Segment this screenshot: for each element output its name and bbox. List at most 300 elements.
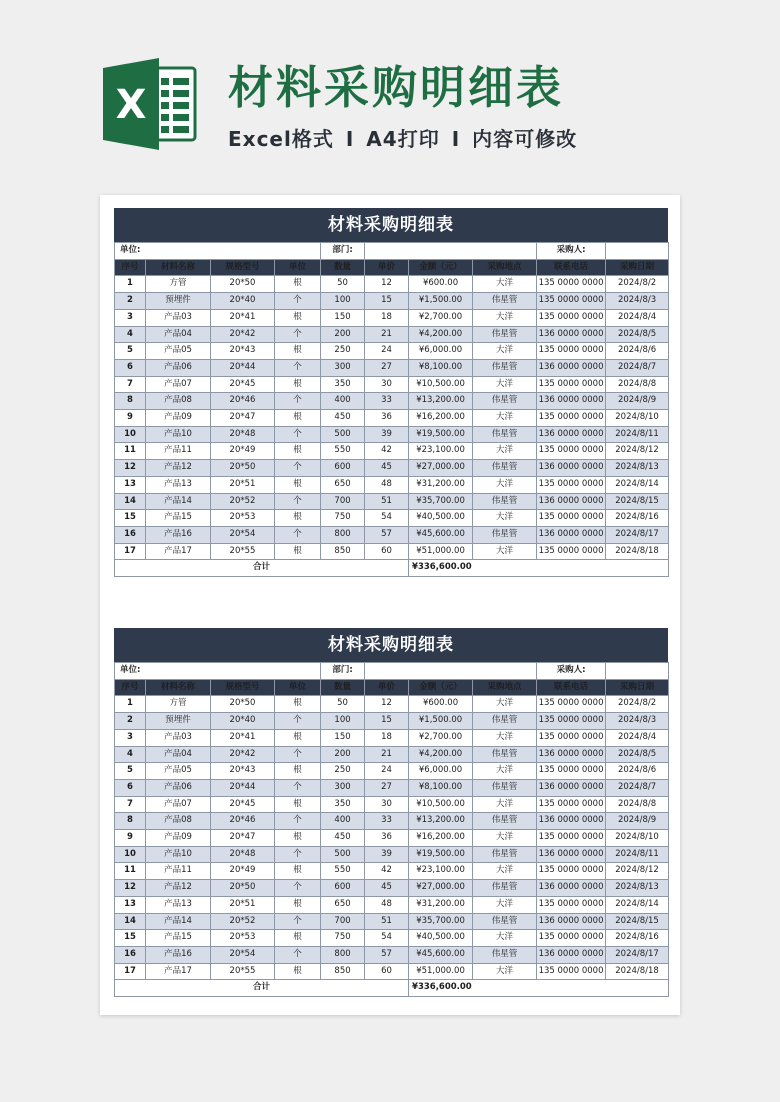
col-spec-cell[interactable]: 20*53 [211,930,275,947]
col-quantity-cell[interactable]: 850 [321,963,365,980]
col-material-name-cell[interactable]: 产品10 [146,426,211,443]
col-unit-price-cell[interactable]: 15 [365,713,409,730]
col-spec-cell[interactable]: 20*42 [211,746,275,763]
col-unit-cell[interactable]: 根 [275,510,321,527]
col-purchase-place-cell[interactable]: 大洋 [473,796,537,813]
col-quantity-cell[interactable]: 200 [321,326,365,343]
col-material-name-cell[interactable]: 产品17 [146,963,211,980]
col-unit-price-cell[interactable]: 36 [365,830,409,847]
col-quantity-cell[interactable]: 250 [321,763,365,780]
col-index-cell[interactable]: 15 [115,510,146,527]
col-purchase-place-cell[interactable]: 伟星管 [473,393,537,410]
col-purchase-place-cell[interactable]: 大洋 [473,543,537,560]
col-amount-cell[interactable]: ¥27,000.00 [409,880,473,897]
col-index-cell[interactable]: 13 [115,476,146,493]
col-quantity-cell[interactable]: 450 [321,830,365,847]
col-quantity-cell[interactable]: 750 [321,510,365,527]
col-material-name-cell[interactable]: 产品03 [146,309,211,326]
col-index-cell[interactable]: 10 [115,426,146,443]
col-unit-cell[interactable]: 个 [275,880,321,897]
col-purchase-date-cell[interactable]: 2024/8/18 [606,543,669,560]
col-unit-price-cell[interactable]: 39 [365,846,409,863]
col-unit-cell[interactable]: 根 [275,343,321,360]
col-quantity-cell[interactable]: 800 [321,946,365,963]
col-unit-price-cell[interactable]: 27 [365,779,409,796]
col-purchase-place-cell[interactable]: 大洋 [473,476,537,493]
col-index-cell[interactable]: 12 [115,460,146,477]
col-purchase-date-cell[interactable]: 2024/8/4 [606,729,669,746]
col-quantity-cell[interactable]: 350 [321,376,365,393]
col-unit-cell[interactable]: 个 [275,359,321,376]
col-material-name-cell[interactable]: 产品15 [146,510,211,527]
col-material-name-cell[interactable]: 产品06 [146,779,211,796]
col-purchase-place-cell[interactable]: 伟星管 [473,913,537,930]
col-phone-cell[interactable]: 136 0000 0000 [537,493,606,510]
col-index-cell[interactable]: 16 [115,946,146,963]
col-material-name-cell[interactable]: 产品03 [146,729,211,746]
col-purchase-place-cell[interactable]: 伟星管 [473,359,537,376]
col-quantity-cell[interactable]: 650 [321,896,365,913]
col-unit-price-cell[interactable]: 21 [365,746,409,763]
col-amount-cell[interactable]: ¥23,100.00 [409,443,473,460]
col-phone-cell[interactable]: 135 0000 0000 [537,276,606,293]
col-unit-price-cell[interactable]: 33 [365,393,409,410]
col-unit-price-cell[interactable]: 60 [365,543,409,560]
col-unit-price-cell[interactable]: 57 [365,526,409,543]
col-material-name-cell[interactable]: 产品17 [146,543,211,560]
col-index-cell[interactable]: 12 [115,880,146,897]
col-unit-cell[interactable]: 根 [275,476,321,493]
col-unit-price-cell[interactable]: 54 [365,930,409,947]
col-unit-cell[interactable]: 根 [275,410,321,427]
col-spec-cell[interactable]: 20*43 [211,343,275,360]
col-purchase-place-cell[interactable]: 伟星管 [473,426,537,443]
col-amount-cell[interactable]: ¥31,200.00 [409,476,473,493]
dept-value[interactable] [365,243,537,260]
col-spec-cell[interactable]: 20*41 [211,309,275,326]
col-phone-cell[interactable]: 135 0000 0000 [537,410,606,427]
col-purchase-place-cell[interactable]: 大洋 [473,343,537,360]
col-material-name-cell[interactable]: 产品07 [146,796,211,813]
col-amount-cell[interactable]: ¥13,200.00 [409,393,473,410]
col-amount-cell[interactable]: ¥4,200.00 [409,326,473,343]
col-quantity-cell[interactable]: 100 [321,293,365,310]
col-unit-cell[interactable]: 根 [275,863,321,880]
col-material-name-cell[interactable]: 产品11 [146,863,211,880]
col-index-cell[interactable]: 5 [115,343,146,360]
col-material-name-cell[interactable]: 产品12 [146,880,211,897]
col-unit-price-cell[interactable]: 30 [365,376,409,393]
col-phone-cell[interactable]: 136 0000 0000 [537,526,606,543]
col-phone-cell[interactable]: 135 0000 0000 [537,476,606,493]
col-phone-cell[interactable]: 136 0000 0000 [537,846,606,863]
col-material-name-cell[interactable]: 产品11 [146,443,211,460]
col-purchase-place-cell[interactable]: 大洋 [473,276,537,293]
col-spec-cell[interactable]: 20*41 [211,729,275,746]
col-index-cell[interactable]: 7 [115,376,146,393]
col-material-name-cell[interactable]: 产品04 [146,746,211,763]
col-spec-cell[interactable]: 20*45 [211,376,275,393]
col-material-name-cell[interactable]: 预埋件 [146,713,211,730]
col-unit-price-cell[interactable]: 48 [365,476,409,493]
col-material-name-cell[interactable]: 方管 [146,276,211,293]
col-amount-cell[interactable]: ¥19,500.00 [409,846,473,863]
col-spec-cell[interactable]: 20*43 [211,763,275,780]
col-purchase-date-cell[interactable]: 2024/8/14 [606,896,669,913]
col-quantity-cell[interactable]: 850 [321,543,365,560]
col-unit-cell[interactable]: 个 [275,460,321,477]
col-amount-cell[interactable]: ¥40,500.00 [409,510,473,527]
col-material-name-cell[interactable]: 产品07 [146,376,211,393]
col-amount-cell[interactable]: ¥23,100.00 [409,863,473,880]
col-amount-cell[interactable]: ¥10,500.00 [409,376,473,393]
col-phone-cell[interactable]: 135 0000 0000 [537,963,606,980]
col-unit-cell[interactable]: 根 [275,930,321,947]
col-unit-cell[interactable]: 根 [275,543,321,560]
col-spec-cell[interactable]: 20*46 [211,393,275,410]
col-unit-price-cell[interactable]: 45 [365,880,409,897]
col-index-cell[interactable]: 6 [115,359,146,376]
col-index-cell[interactable]: 2 [115,713,146,730]
col-purchase-date-cell[interactable]: 2024/8/14 [606,476,669,493]
col-phone-cell[interactable]: 135 0000 0000 [537,713,606,730]
col-unit-price-cell[interactable]: 36 [365,410,409,427]
col-index-cell[interactable]: 3 [115,309,146,326]
col-spec-cell[interactable]: 20*50 [211,880,275,897]
col-unit-price-cell[interactable]: 51 [365,913,409,930]
col-unit-price-cell[interactable]: 30 [365,796,409,813]
col-purchase-place-cell[interactable]: 伟星管 [473,813,537,830]
col-material-name-cell[interactable]: 产品09 [146,830,211,847]
col-amount-cell[interactable]: ¥2,700.00 [409,309,473,326]
col-spec-cell[interactable]: 20*54 [211,946,275,963]
col-spec-cell[interactable]: 20*40 [211,293,275,310]
col-purchase-date-cell[interactable]: 2024/8/16 [606,510,669,527]
col-purchase-date-cell[interactable]: 2024/8/16 [606,930,669,947]
col-quantity-cell[interactable]: 550 [321,443,365,460]
col-index-cell[interactable]: 13 [115,896,146,913]
col-unit-cell[interactable]: 根 [275,276,321,293]
col-purchase-place-cell[interactable]: 伟星管 [473,746,537,763]
col-purchase-date-cell[interactable]: 2024/8/8 [606,796,669,813]
col-unit-price-cell[interactable]: 42 [365,863,409,880]
col-quantity-cell[interactable]: 50 [321,276,365,293]
col-phone-cell[interactable]: 135 0000 0000 [537,696,606,713]
col-spec-cell[interactable]: 20*50 [211,696,275,713]
col-purchase-place-cell[interactable]: 大洋 [473,963,537,980]
col-amount-cell[interactable]: ¥16,200.00 [409,830,473,847]
col-unit-price-cell[interactable]: 60 [365,963,409,980]
col-purchase-date-cell[interactable]: 2024/8/6 [606,763,669,780]
col-amount-cell[interactable]: ¥51,000.00 [409,543,473,560]
col-amount-cell[interactable]: ¥16,200.00 [409,410,473,427]
col-quantity-cell[interactable]: 500 [321,426,365,443]
col-purchase-place-cell[interactable]: 伟星管 [473,779,537,796]
col-unit-cell[interactable]: 根 [275,696,321,713]
col-spec-cell[interactable]: 20*40 [211,713,275,730]
col-index-cell[interactable]: 5 [115,763,146,780]
col-index-cell[interactable]: 1 [115,696,146,713]
col-phone-cell[interactable]: 135 0000 0000 [537,729,606,746]
col-amount-cell[interactable]: ¥27,000.00 [409,460,473,477]
col-unit-cell[interactable]: 根 [275,763,321,780]
col-purchase-place-cell[interactable]: 大洋 [473,830,537,847]
col-material-name-cell[interactable]: 产品08 [146,813,211,830]
col-purchase-place-cell[interactable]: 大洋 [473,309,537,326]
col-amount-cell[interactable]: ¥31,200.00 [409,896,473,913]
col-quantity-cell[interactable]: 150 [321,729,365,746]
col-unit-price-cell[interactable]: 57 [365,946,409,963]
col-phone-cell[interactable]: 135 0000 0000 [537,896,606,913]
col-spec-cell[interactable]: 20*48 [211,426,275,443]
col-material-name-cell[interactable]: 产品13 [146,896,211,913]
col-spec-cell[interactable]: 20*54 [211,526,275,543]
col-unit-price-cell[interactable]: 18 [365,309,409,326]
col-unit-cell[interactable]: 个 [275,946,321,963]
col-purchase-place-cell[interactable]: 大洋 [473,930,537,947]
col-spec-cell[interactable]: 20*53 [211,510,275,527]
col-quantity-cell[interactable]: 550 [321,863,365,880]
col-phone-cell[interactable]: 135 0000 0000 [537,376,606,393]
col-unit-price-cell[interactable]: 48 [365,896,409,913]
col-material-name-cell[interactable]: 产品05 [146,343,211,360]
col-index-cell[interactable]: 11 [115,443,146,460]
col-quantity-cell[interactable]: 50 [321,696,365,713]
col-index-cell[interactable]: 14 [115,913,146,930]
col-phone-cell[interactable]: 135 0000 0000 [537,543,606,560]
col-unit-cell[interactable]: 个 [275,813,321,830]
col-purchase-date-cell[interactable]: 2024/8/17 [606,946,669,963]
col-phone-cell[interactable]: 135 0000 0000 [537,930,606,947]
col-index-cell[interactable]: 8 [115,393,146,410]
col-phone-cell[interactable]: 136 0000 0000 [537,880,606,897]
col-phone-cell[interactable]: 136 0000 0000 [537,393,606,410]
col-unit-cell[interactable]: 个 [275,746,321,763]
col-purchase-date-cell[interactable]: 2024/8/6 [606,343,669,360]
col-quantity-cell[interactable]: 600 [321,460,365,477]
col-unit-cell[interactable]: 根 [275,830,321,847]
col-unit-price-cell[interactable]: 12 [365,696,409,713]
col-spec-cell[interactable]: 20*51 [211,896,275,913]
col-phone-cell[interactable]: 135 0000 0000 [537,830,606,847]
col-material-name-cell[interactable]: 产品05 [146,763,211,780]
col-unit-cell[interactable]: 个 [275,493,321,510]
col-spec-cell[interactable]: 20*49 [211,863,275,880]
col-phone-cell[interactable]: 136 0000 0000 [537,326,606,343]
col-phone-cell[interactable]: 135 0000 0000 [537,443,606,460]
col-unit-cell[interactable]: 根 [275,963,321,980]
col-spec-cell[interactable]: 20*52 [211,493,275,510]
col-material-name-cell[interactable]: 产品04 [146,326,211,343]
col-purchase-place-cell[interactable]: 大洋 [473,510,537,527]
col-material-name-cell[interactable]: 产品12 [146,460,211,477]
col-amount-cell[interactable]: ¥45,600.00 [409,526,473,543]
col-amount-cell[interactable]: ¥8,100.00 [409,359,473,376]
col-index-cell[interactable]: 4 [115,746,146,763]
col-quantity-cell[interactable]: 250 [321,343,365,360]
col-purchase-place-cell[interactable]: 伟星管 [473,713,537,730]
col-unit-cell[interactable]: 个 [275,526,321,543]
col-amount-cell[interactable]: ¥10,500.00 [409,796,473,813]
col-purchase-date-cell[interactable]: 2024/8/11 [606,426,669,443]
col-quantity-cell[interactable]: 300 [321,779,365,796]
col-phone-cell[interactable]: 135 0000 0000 [537,343,606,360]
col-unit-cell[interactable]: 个 [275,779,321,796]
col-quantity-cell[interactable]: 700 [321,493,365,510]
col-purchase-place-cell[interactable]: 伟星管 [473,493,537,510]
col-amount-cell[interactable]: ¥35,700.00 [409,913,473,930]
col-purchase-place-cell[interactable]: 大洋 [473,376,537,393]
col-quantity-cell[interactable]: 450 [321,410,365,427]
col-unit-price-cell[interactable]: 18 [365,729,409,746]
col-unit-cell[interactable]: 个 [275,326,321,343]
col-unit-price-cell[interactable]: 12 [365,276,409,293]
col-index-cell[interactable]: 10 [115,846,146,863]
col-spec-cell[interactable]: 20*44 [211,359,275,376]
col-unit-price-cell[interactable]: 15 [365,293,409,310]
col-purchase-place-cell[interactable]: 伟星管 [473,846,537,863]
col-spec-cell[interactable]: 20*55 [211,963,275,980]
col-purchase-date-cell[interactable]: 2024/8/8 [606,376,669,393]
col-phone-cell[interactable]: 135 0000 0000 [537,863,606,880]
col-phone-cell[interactable]: 136 0000 0000 [537,359,606,376]
col-purchase-place-cell[interactable]: 伟星管 [473,526,537,543]
col-index-cell[interactable]: 15 [115,930,146,947]
col-material-name-cell[interactable]: 产品14 [146,493,211,510]
col-purchase-date-cell[interactable]: 2024/8/10 [606,830,669,847]
col-index-cell[interactable]: 16 [115,526,146,543]
col-unit-cell[interactable]: 个 [275,846,321,863]
col-amount-cell[interactable]: ¥51,000.00 [409,963,473,980]
col-index-cell[interactable]: 17 [115,963,146,980]
col-spec-cell[interactable]: 20*50 [211,276,275,293]
col-phone-cell[interactable]: 136 0000 0000 [537,460,606,477]
col-material-name-cell[interactable]: 产品14 [146,913,211,930]
col-spec-cell[interactable]: 20*50 [211,460,275,477]
col-purchase-place-cell[interactable]: 伟星管 [473,326,537,343]
col-quantity-cell[interactable]: 300 [321,359,365,376]
col-material-name-cell[interactable]: 方管 [146,696,211,713]
col-unit-price-cell[interactable]: 24 [365,763,409,780]
col-purchase-date-cell[interactable]: 2024/8/9 [606,813,669,830]
col-spec-cell[interactable]: 20*51 [211,476,275,493]
col-material-name-cell[interactable]: 产品13 [146,476,211,493]
col-unit-cell[interactable]: 根 [275,729,321,746]
col-amount-cell[interactable]: ¥6,000.00 [409,343,473,360]
col-index-cell[interactable]: 2 [115,293,146,310]
col-purchase-date-cell[interactable]: 2024/8/7 [606,359,669,376]
col-purchase-date-cell[interactable]: 2024/8/17 [606,526,669,543]
col-purchase-date-cell[interactable]: 2024/8/7 [606,779,669,796]
col-purchase-date-cell[interactable]: 2024/8/3 [606,713,669,730]
col-purchase-place-cell[interactable]: 大洋 [473,896,537,913]
col-quantity-cell[interactable]: 100 [321,713,365,730]
col-phone-cell[interactable]: 136 0000 0000 [537,913,606,930]
col-purchase-date-cell[interactable]: 2024/8/18 [606,963,669,980]
col-quantity-cell[interactable]: 400 [321,393,365,410]
col-material-name-cell[interactable]: 产品16 [146,946,211,963]
col-unit-cell[interactable]: 根 [275,309,321,326]
col-purchase-date-cell[interactable]: 2024/8/2 [606,696,669,713]
col-spec-cell[interactable]: 20*48 [211,846,275,863]
col-purchase-date-cell[interactable]: 2024/8/9 [606,393,669,410]
col-spec-cell[interactable]: 20*46 [211,813,275,830]
col-unit-price-cell[interactable]: 21 [365,326,409,343]
col-purchase-date-cell[interactable]: 2024/8/2 [606,276,669,293]
col-unit-price-cell[interactable]: 33 [365,813,409,830]
col-purchase-date-cell[interactable]: 2024/8/13 [606,880,669,897]
col-spec-cell[interactable]: 20*44 [211,779,275,796]
col-index-cell[interactable]: 1 [115,276,146,293]
col-unit-cell[interactable]: 根 [275,376,321,393]
col-unit-price-cell[interactable]: 24 [365,343,409,360]
col-unit-cell[interactable]: 根 [275,443,321,460]
dept-value[interactable] [365,663,537,680]
col-unit-cell[interactable]: 根 [275,896,321,913]
col-quantity-cell[interactable]: 700 [321,913,365,930]
buyer-value[interactable] [606,663,669,680]
col-purchase-place-cell[interactable]: 伟星管 [473,460,537,477]
col-index-cell[interactable]: 6 [115,779,146,796]
col-amount-cell[interactable]: ¥1,500.00 [409,713,473,730]
col-purchase-place-cell[interactable]: 大洋 [473,410,537,427]
col-unit-cell[interactable]: 个 [275,426,321,443]
col-purchase-date-cell[interactable]: 2024/8/13 [606,460,669,477]
col-amount-cell[interactable]: ¥6,000.00 [409,763,473,780]
col-amount-cell[interactable]: ¥35,700.00 [409,493,473,510]
col-purchase-date-cell[interactable]: 2024/8/11 [606,846,669,863]
col-index-cell[interactable]: 7 [115,796,146,813]
col-purchase-date-cell[interactable]: 2024/8/15 [606,493,669,510]
col-quantity-cell[interactable]: 350 [321,796,365,813]
col-phone-cell[interactable]: 135 0000 0000 [537,763,606,780]
col-index-cell[interactable]: 9 [115,410,146,427]
col-phone-cell[interactable]: 135 0000 0000 [537,796,606,813]
col-unit-price-cell[interactable]: 45 [365,460,409,477]
col-unit-price-cell[interactable]: 39 [365,426,409,443]
col-unit-price-cell[interactable]: 27 [365,359,409,376]
col-quantity-cell[interactable]: 400 [321,813,365,830]
col-purchase-place-cell[interactable]: 大洋 [473,863,537,880]
col-spec-cell[interactable]: 20*55 [211,543,275,560]
col-purchase-place-cell[interactable]: 大洋 [473,729,537,746]
buyer-value[interactable] [606,243,669,260]
col-amount-cell[interactable]: ¥40,500.00 [409,930,473,947]
col-amount-cell[interactable]: ¥4,200.00 [409,746,473,763]
col-unit-cell[interactable]: 个 [275,913,321,930]
col-purchase-date-cell[interactable]: 2024/8/5 [606,746,669,763]
col-purchase-place-cell[interactable]: 大洋 [473,763,537,780]
col-unit-price-cell[interactable]: 51 [365,493,409,510]
col-material-name-cell[interactable]: 产品08 [146,393,211,410]
col-purchase-place-cell[interactable]: 伟星管 [473,880,537,897]
col-amount-cell[interactable]: ¥8,100.00 [409,779,473,796]
col-amount-cell[interactable]: ¥1,500.00 [409,293,473,310]
col-purchase-date-cell[interactable]: 2024/8/10 [606,410,669,427]
col-phone-cell[interactable]: 135 0000 0000 [537,293,606,310]
col-amount-cell[interactable]: ¥2,700.00 [409,729,473,746]
col-spec-cell[interactable]: 20*49 [211,443,275,460]
col-index-cell[interactable]: 9 [115,830,146,847]
col-index-cell[interactable]: 11 [115,863,146,880]
col-purchase-date-cell[interactable]: 2024/8/4 [606,309,669,326]
col-quantity-cell[interactable]: 600 [321,880,365,897]
col-phone-cell[interactable]: 136 0000 0000 [537,426,606,443]
col-spec-cell[interactable]: 20*52 [211,913,275,930]
col-amount-cell[interactable]: ¥13,200.00 [409,813,473,830]
col-index-cell[interactable]: 14 [115,493,146,510]
col-material-name-cell[interactable]: 产品16 [146,526,211,543]
